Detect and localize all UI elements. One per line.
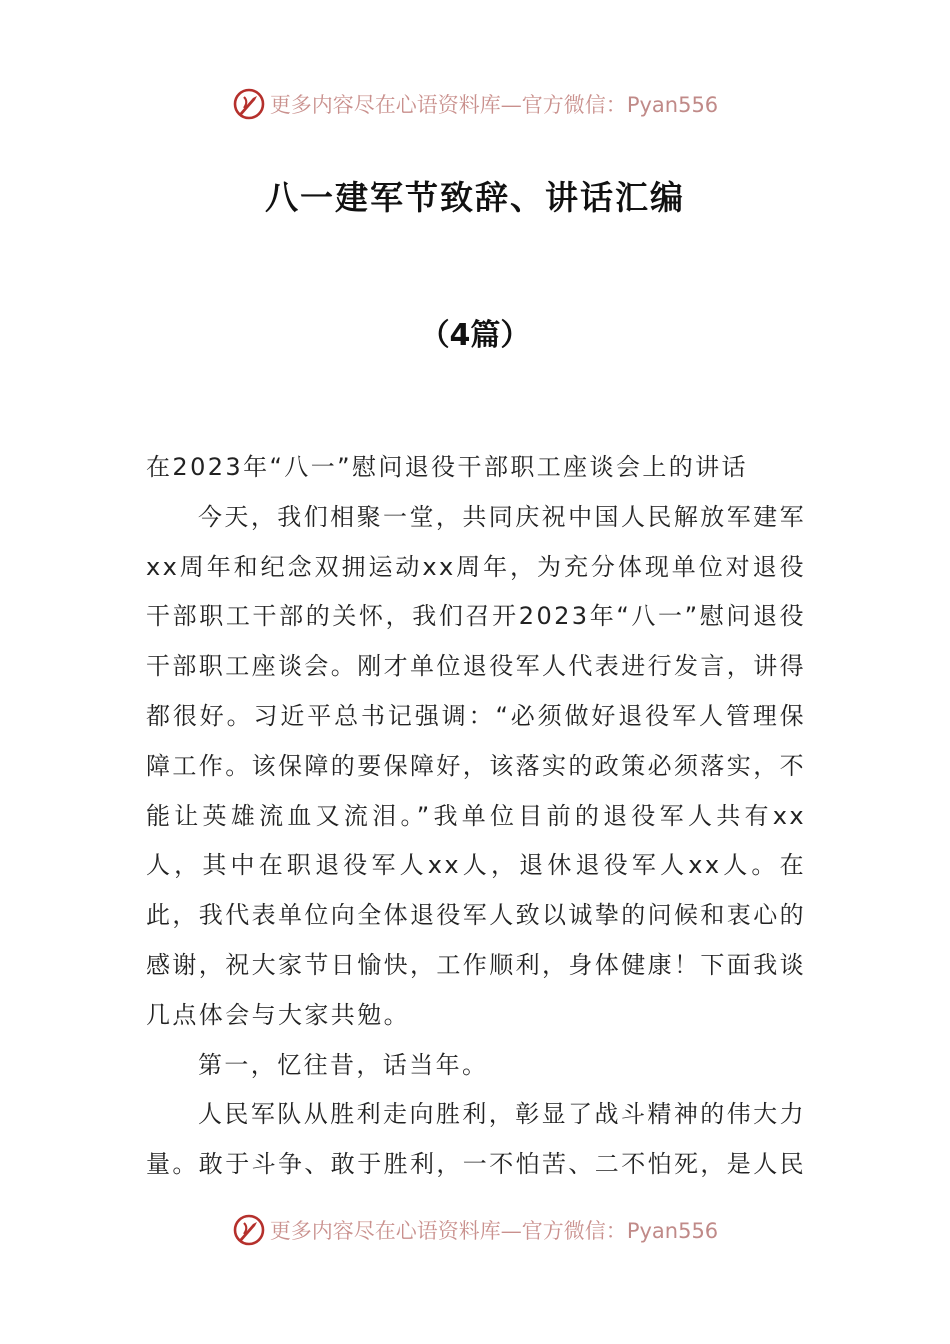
article-paragraph: 第一，忆往昔，话当年。 [198,1050,489,1079]
header-wechat-id: Pyan556 [626,93,719,117]
footer-watermark-text [270,1215,718,1245]
pen-nib-icon [232,1213,266,1247]
pen-nib-icon [232,87,266,121]
header-watermark-text [270,89,718,119]
document-title: 八一建军节致辞、讲话汇编 [265,178,685,217]
footer-watermark-banner [0,1210,950,1250]
footer-wechat-id: Pyan556 [626,1219,719,1243]
article-paragraph: 人民军队从胜利走向胜利，彰显了战斗精神的伟大力量。敢于斗争、敢于胜利，一不怕苦、二不怕死，是人民 [146,1100,806,1179]
document-subtitle: （4篇） [419,318,531,353]
header-watermark-label: 更多内容尽在心语资料库—官方微信： [269,93,627,117]
article-body [146,443,806,1188]
article-paragraph: 今天，我们相聚一堂，共同庆祝中国人民解放军建军xx周年和纪念双拥运动xx周年，为充分体现单位对退役干部职工干部的关怀，我们召开2023年“八一”慰问退役干部职工座谈会。刚才单位退役军人代表进行发言，讲得都很好。习近平总书记强调：“必须做好退役军人管理保障工作。该保障的要保障好，该落实的政策必须落实，不能让英雄流血又流泪。”我单位目前的退役军人共有xx人，其中在职退役军人xx人，退休退役军人xx人。在此，我代表单位向全体退役军人致以诚挚的问候和衷心的感谢，祝大家节日愉快，工作顺利，身体健康！下面我谈几点体会与大家共勉。 [146,502,806,1029]
header-watermark-banner [0,84,950,124]
article-heading: 在2023年“八一”慰问退役干部职工座谈会上的讲话 [146,453,748,481]
footer-watermark-label: 更多内容尽在心语资料库—官方微信： [269,1219,627,1243]
